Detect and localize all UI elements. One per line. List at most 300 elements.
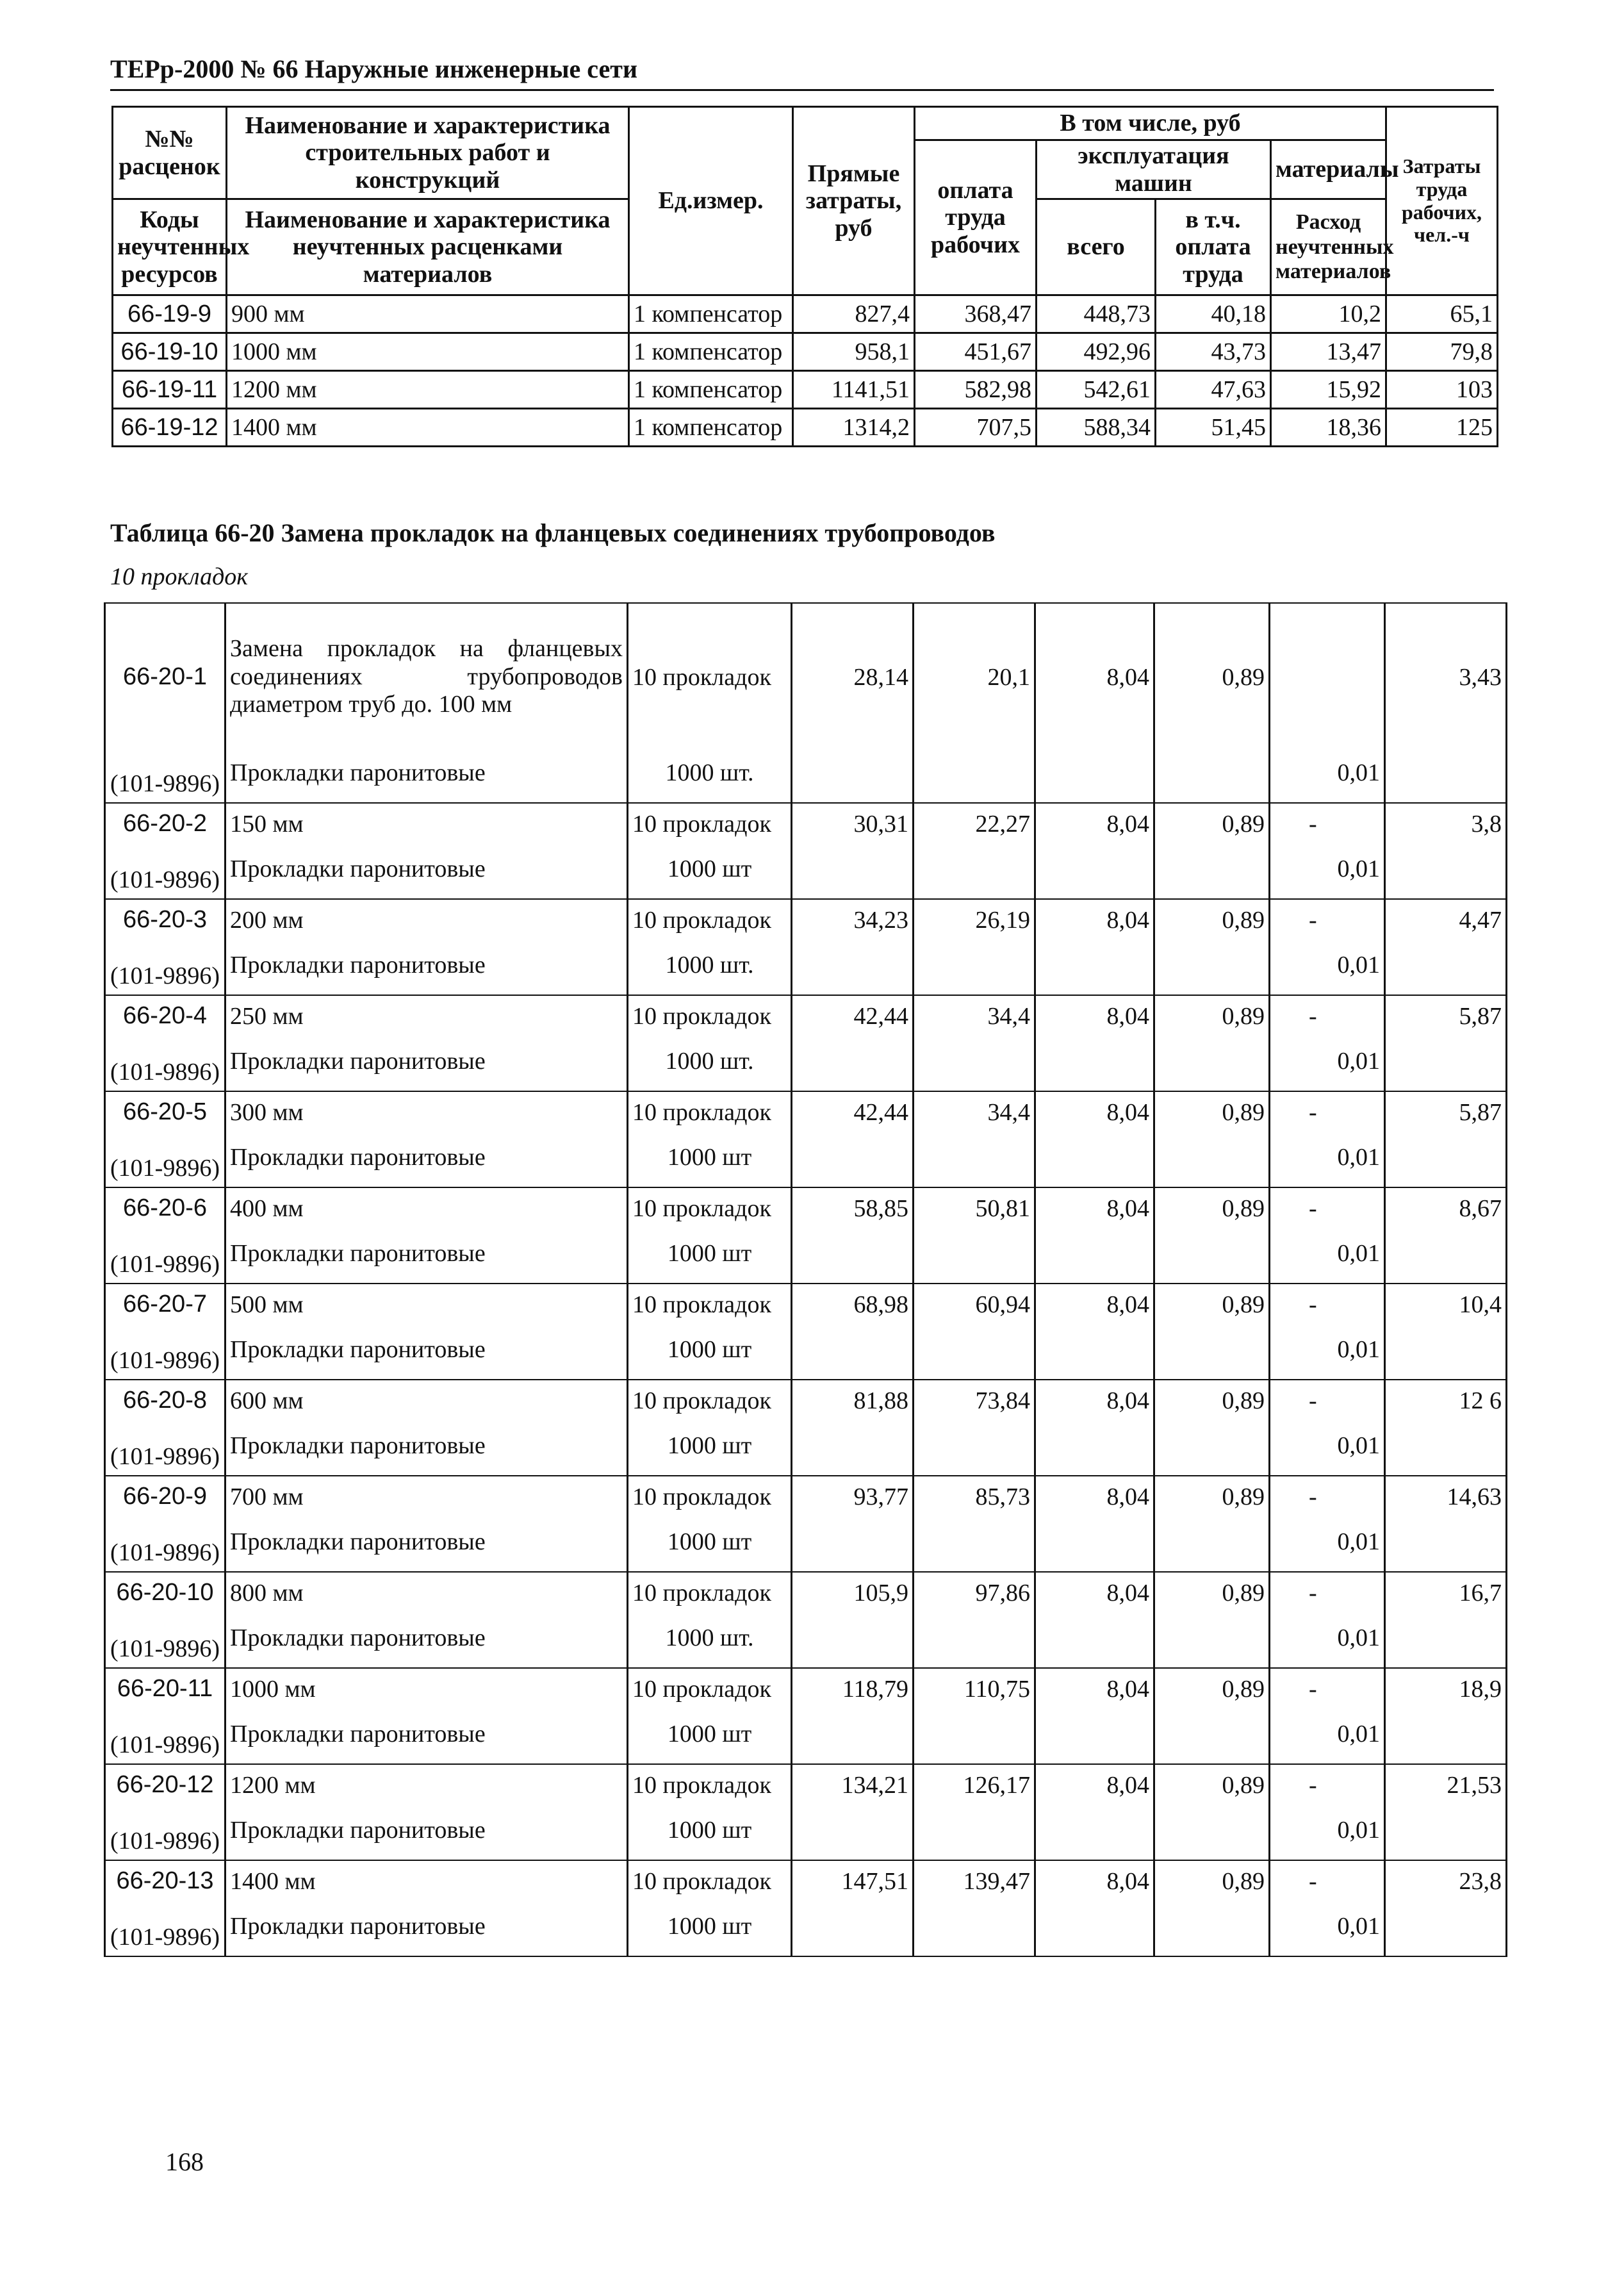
page-header: ТЕРр-2000 № 66 Наружные инженерные сети [110, 54, 1494, 91]
empty-cell [1154, 1226, 1270, 1284]
labor-pay: 20,1 [914, 603, 1035, 745]
unit: 10 прокладок [628, 1860, 792, 1899]
rate-code: 66-20-4 [105, 995, 226, 1034]
labor-hours: 79,8 [1386, 333, 1498, 371]
rate-code: 66-20-5 [105, 1091, 226, 1130]
materials: - [1270, 1572, 1385, 1610]
table-row [105, 1764, 1507, 1803]
resource-quantity: 0,01 [1270, 1322, 1385, 1380]
direct-costs: 42,44 [792, 1091, 914, 1130]
empty-cell [792, 1226, 914, 1284]
empty-cell [1035, 937, 1154, 995]
empty-cell [792, 1418, 914, 1476]
direct-costs: 827,4 [793, 295, 915, 333]
direct-costs: 34,23 [792, 899, 914, 937]
labor-pay: 73,84 [914, 1380, 1035, 1418]
work-name: 400 мм [226, 1187, 628, 1226]
unit: 10 прокладок [628, 803, 792, 841]
unit: 1 компенсатор [629, 409, 793, 447]
empty-cell [1154, 1418, 1270, 1476]
unit: 1 компенсатор [629, 295, 793, 333]
materials: - [1270, 995, 1385, 1034]
labor-pay: 368,47 [915, 295, 1037, 333]
materials: 18,36 [1271, 409, 1386, 447]
machines-total: 8,04 [1035, 1091, 1154, 1130]
work-name: Замена прокладок на фланцевых соединениях трубопроводов диаметром труб до. 100 мм [226, 603, 628, 745]
work-name: 300 мм [226, 1091, 628, 1130]
empty-cell [1154, 1899, 1270, 1956]
direct-costs: 42,44 [792, 995, 914, 1034]
table-title: Таблица 66-20 Замена прокладок на фланцевых соединениях трубопроводов [110, 518, 996, 547]
resource-quantity: 0,01 [1270, 937, 1385, 995]
resource-unit: 1000 шт [628, 1803, 792, 1860]
work-name: 700 мм [226, 1476, 628, 1514]
resource-quantity: 0,01 [1270, 1418, 1385, 1476]
machines-total: 448,73 [1037, 295, 1156, 333]
labor-pay: 707,5 [915, 409, 1037, 447]
resource-row [105, 1418, 1507, 1476]
empty-cell [914, 1034, 1035, 1091]
resource-code: (101-9896) [105, 1610, 226, 1668]
labor-hours: 12 6 [1385, 1380, 1507, 1418]
work-name: 150 мм [226, 803, 628, 841]
rate-code: 66-19-9 [113, 295, 227, 333]
work-name: 1400 мм [227, 409, 629, 447]
direct-costs: 30,31 [792, 803, 914, 841]
empty-cell [1385, 745, 1507, 803]
empty-cell [1385, 1514, 1507, 1572]
empty-cell [1385, 1226, 1507, 1284]
machines-labor: 0,89 [1154, 1476, 1270, 1514]
empty-cell [914, 1610, 1035, 1668]
resource-code: (101-9896) [105, 745, 226, 803]
rate-code: 66-19-11 [113, 371, 227, 409]
resource-name: Прокладки паронитовые [226, 841, 628, 899]
table-row [105, 1476, 1507, 1514]
machines-total: 8,04 [1035, 1187, 1154, 1226]
unit: 1 компенсатор [629, 333, 793, 371]
empty-cell [1035, 1322, 1154, 1380]
machines-total: 8,04 [1035, 899, 1154, 937]
empty-cell [1385, 1899, 1507, 1956]
labor-pay: 97,86 [914, 1572, 1035, 1610]
machines-labor: 0,89 [1154, 803, 1270, 841]
resource-row [105, 1226, 1507, 1284]
resource-row [105, 937, 1507, 995]
empty-cell [1035, 841, 1154, 899]
resource-unit: 1000 шт [628, 1226, 792, 1284]
work-name: 250 мм [226, 995, 628, 1034]
resource-quantity: 0,01 [1270, 1899, 1385, 1956]
direct-costs: 68,98 [792, 1284, 914, 1322]
resource-quantity: 0,01 [1270, 841, 1385, 899]
header-materials-use: Расход неучтенных материалов [1271, 199, 1386, 295]
table-row [105, 1572, 1507, 1610]
direct-costs: 93,77 [792, 1476, 914, 1514]
table-row [105, 603, 1507, 745]
labor-pay: 50,81 [914, 1187, 1035, 1226]
machines-total: 8,04 [1035, 1380, 1154, 1418]
resource-code: (101-9896) [105, 1034, 226, 1091]
rate-code: 66-20-13 [105, 1860, 226, 1899]
header-machines-labor: в т.ч. оплата труда [1156, 199, 1271, 295]
labor-hours: 5,87 [1385, 995, 1507, 1034]
empty-cell [914, 937, 1035, 995]
rate-code: 66-20-12 [105, 1764, 226, 1803]
resource-name: Прокладки паронитовые [226, 1803, 628, 1860]
machines-labor: 47,63 [1156, 371, 1271, 409]
header-including: В том числе, руб [915, 107, 1386, 140]
labor-hours: 23,8 [1385, 1860, 1507, 1899]
table-row [105, 1860, 1507, 1899]
machines-labor: 0,89 [1154, 995, 1270, 1034]
empty-cell [1154, 745, 1270, 803]
labor-pay: 26,19 [914, 899, 1035, 937]
unit: 10 прокладок [628, 1091, 792, 1130]
empty-cell [914, 1899, 1035, 1956]
empty-cell [1035, 1130, 1154, 1187]
labor-hours: 18,9 [1385, 1668, 1507, 1706]
machines-labor: 40,18 [1156, 295, 1271, 333]
machines-labor: 0,89 [1154, 1380, 1270, 1418]
resource-row [105, 1610, 1507, 1668]
work-name: 900 мм [227, 295, 629, 333]
header-name-bottom: Наименование и характеристика неучтенных расценками материалов [227, 199, 629, 295]
header-materials: материалы [1271, 140, 1386, 199]
resource-quantity: 0,01 [1270, 745, 1385, 803]
resource-name: Прокладки паронитовые [226, 1034, 628, 1091]
labor-pay: 126,17 [914, 1764, 1035, 1803]
labor-hours: 10,4 [1385, 1284, 1507, 1322]
direct-costs: 58,85 [792, 1187, 914, 1226]
resource-code: (101-9896) [105, 1226, 226, 1284]
empty-cell [1035, 745, 1154, 803]
labor-pay: 34,4 [914, 995, 1035, 1034]
empty-cell [1035, 1706, 1154, 1764]
empty-cell [1154, 841, 1270, 899]
empty-cell [1385, 937, 1507, 995]
labor-pay: 110,75 [914, 1668, 1035, 1706]
rate-code: 66-20-8 [105, 1380, 226, 1418]
resource-quantity: 0,01 [1270, 1130, 1385, 1187]
empty-cell [914, 1322, 1035, 1380]
labor-pay: 34,4 [914, 1091, 1035, 1130]
resource-name: Прокладки паронитовые [226, 1899, 628, 1956]
resource-name: Прокладки паронитовые [226, 1706, 628, 1764]
machines-total: 8,04 [1035, 1668, 1154, 1706]
resource-code: (101-9896) [105, 1130, 226, 1187]
rate-code: 66-20-1 [105, 603, 226, 745]
machines-total: 8,04 [1035, 1764, 1154, 1803]
table-row [113, 409, 1498, 447]
empty-cell [1035, 1899, 1154, 1956]
labor-hours: 21,53 [1385, 1764, 1507, 1803]
machines-labor: 0,89 [1154, 1764, 1270, 1803]
machines-total: 8,04 [1035, 1572, 1154, 1610]
empty-cell [1385, 1706, 1507, 1764]
unit: 10 прокладок [628, 1187, 792, 1226]
page-number: 168 [165, 2147, 204, 2176]
direct-costs: 958,1 [793, 333, 915, 371]
machines-labor: 0,89 [1154, 899, 1270, 937]
resource-code: (101-9896) [105, 841, 226, 899]
empty-cell [792, 1130, 914, 1187]
machines-total: 8,04 [1035, 1860, 1154, 1899]
empty-cell [914, 1706, 1035, 1764]
work-name: 1400 мм [226, 1860, 628, 1899]
resource-unit: 1000 шт [628, 1706, 792, 1764]
empty-cell [792, 745, 914, 803]
empty-cell [1154, 1803, 1270, 1860]
empty-cell [792, 1322, 914, 1380]
resource-code: (101-9896) [105, 1418, 226, 1476]
empty-cell [1154, 1514, 1270, 1572]
header-code-bottom: Коды неучтенных ресурсов [113, 199, 227, 295]
unit: 10 прокладок [628, 1284, 792, 1322]
resource-unit: 1000 шт [628, 1514, 792, 1572]
empty-cell [914, 1514, 1035, 1572]
materials: - [1270, 1380, 1385, 1418]
empty-cell [1385, 841, 1507, 899]
resource-quantity: 0,01 [1270, 1514, 1385, 1572]
empty-cell [1385, 1418, 1507, 1476]
machines-total: 8,04 [1035, 1476, 1154, 1514]
machines-labor: 0,89 [1154, 1572, 1270, 1610]
resource-row [105, 1803, 1507, 1860]
resource-name: Прокладки паронитовые [226, 745, 628, 803]
materials: 10,2 [1271, 295, 1386, 333]
machines-labor: 0,89 [1154, 1860, 1270, 1899]
empty-cell [792, 1610, 914, 1668]
unit: 10 прокладок [628, 1476, 792, 1514]
rate-code: 66-19-12 [113, 409, 227, 447]
labor-hours: 3,43 [1385, 603, 1507, 745]
materials: 15,92 [1271, 371, 1386, 409]
labor-pay: 22,27 [914, 803, 1035, 841]
header-machines-total: всего [1037, 199, 1156, 295]
header-labor-hours: Затраты труда рабочих, чел.-ч [1386, 107, 1498, 295]
resource-row [105, 1514, 1507, 1572]
materials: - [1270, 1764, 1385, 1803]
direct-costs: 118,79 [792, 1668, 914, 1706]
resource-unit: 1000 шт [628, 1899, 792, 1956]
materials: - [1270, 1476, 1385, 1514]
resource-name: Прокладки паронитовые [226, 1322, 628, 1380]
work-name: 1200 мм [226, 1764, 628, 1803]
work-name: 800 мм [226, 1572, 628, 1610]
resource-name: Прокладки паронитовые [226, 1514, 628, 1572]
table-row [105, 899, 1507, 937]
machines-total: 8,04 [1035, 995, 1154, 1034]
empty-cell [1385, 1803, 1507, 1860]
resource-unit: 1000 шт [628, 1418, 792, 1476]
rate-code: 66-20-7 [105, 1284, 226, 1322]
empty-cell [1035, 1034, 1154, 1091]
rate-code: 66-20-3 [105, 899, 226, 937]
work-name: 200 мм [226, 899, 628, 937]
labor-pay: 451,67 [915, 333, 1037, 371]
resource-quantity: 0,01 [1270, 1803, 1385, 1860]
resource-unit: 1000 шт [628, 1322, 792, 1380]
empty-cell [1154, 1322, 1270, 1380]
labor-hours: 4,47 [1385, 899, 1507, 937]
empty-cell [1154, 1610, 1270, 1668]
resource-unit: 1000 шт. [628, 1610, 792, 1668]
resource-unit: 1000 шт [628, 841, 792, 899]
empty-cell [1154, 1130, 1270, 1187]
header-unit: Ед.измер. [629, 107, 793, 295]
materials: - [1270, 1284, 1385, 1322]
table-row [113, 295, 1498, 333]
materials: - [1270, 1091, 1385, 1130]
empty-cell [1035, 1514, 1154, 1572]
resource-unit: 1000 шт. [628, 937, 792, 995]
empty-cell [1385, 1610, 1507, 1668]
machines-total: 8,04 [1035, 803, 1154, 841]
header-code-top: №№ расценок [113, 107, 227, 199]
work-name: 1200 мм [227, 371, 629, 409]
labor-hours: 3,8 [1385, 803, 1507, 841]
rate-code: 66-20-10 [105, 1572, 226, 1610]
empty-cell [1154, 1706, 1270, 1764]
labor-pay: 85,73 [914, 1476, 1035, 1514]
empty-cell [914, 745, 1035, 803]
resource-row [105, 1322, 1507, 1380]
empty-cell [914, 1418, 1035, 1476]
empty-cell [914, 1226, 1035, 1284]
empty-cell [792, 1514, 914, 1572]
resource-row [105, 1034, 1507, 1091]
rate-code: 66-20-11 [105, 1668, 226, 1706]
materials: - [1270, 803, 1385, 841]
empty-cell [1035, 1803, 1154, 1860]
empty-cell [792, 841, 914, 899]
machines-total: 588,34 [1037, 409, 1156, 447]
unit: 10 прокладок [628, 1668, 792, 1706]
table-unit-note: 10 прокладок [110, 563, 249, 590]
direct-costs: 134,21 [792, 1764, 914, 1803]
rates-table-66-19 [111, 106, 1498, 447]
unit: 10 прокладок [628, 603, 792, 745]
resource-name: Прокладки паронитовые [226, 1418, 628, 1476]
direct-costs: 28,14 [792, 603, 914, 745]
rate-code: 66-20-9 [105, 1476, 226, 1514]
labor-pay: 582,98 [915, 371, 1037, 409]
work-name: 600 мм [226, 1380, 628, 1418]
empty-cell [914, 1130, 1035, 1187]
machines-total: 8,04 [1035, 603, 1154, 745]
empty-cell [914, 841, 1035, 899]
resource-row [105, 1899, 1507, 1956]
machines-labor: 51,45 [1156, 409, 1271, 447]
resource-row [105, 1130, 1507, 1187]
table-row [113, 371, 1498, 409]
work-name: 1000 мм [227, 333, 629, 371]
materials: 13,47 [1271, 333, 1386, 371]
table-row [105, 1187, 1507, 1226]
table-row [105, 1091, 1507, 1130]
machines-labor: 0,89 [1154, 1668, 1270, 1706]
rate-code: 66-19-10 [113, 333, 227, 371]
work-name: 500 мм [226, 1284, 628, 1322]
empty-cell [792, 1803, 914, 1860]
resource-name: Прокладки паронитовые [226, 1226, 628, 1284]
materials [1270, 603, 1385, 745]
labor-hours: 103 [1386, 371, 1498, 409]
materials: - [1270, 1187, 1385, 1226]
resource-quantity: 0,01 [1270, 1610, 1385, 1668]
resource-quantity: 0,01 [1270, 1034, 1385, 1091]
direct-costs: 1314,2 [793, 409, 915, 447]
resource-code: (101-9896) [105, 1322, 226, 1380]
empty-cell [792, 937, 914, 995]
unit: 10 прокладок [628, 995, 792, 1034]
direct-costs: 105,9 [792, 1572, 914, 1610]
machines-total: 542,61 [1037, 371, 1156, 409]
empty-cell [1385, 1322, 1507, 1380]
labor-hours: 125 [1386, 409, 1498, 447]
empty-cell [792, 1706, 914, 1764]
resource-unit: 1000 шт [628, 1130, 792, 1187]
empty-cell [1385, 1130, 1507, 1187]
table-row [105, 995, 1507, 1034]
labor-hours: 65,1 [1386, 295, 1498, 333]
resource-code: (101-9896) [105, 1706, 226, 1764]
resource-name: Прокладки паронитовые [226, 1610, 628, 1668]
table-row [113, 333, 1498, 371]
machines-labor: 0,89 [1154, 603, 1270, 745]
work-name: 1000 мм [226, 1668, 628, 1706]
labor-pay: 139,47 [914, 1860, 1035, 1899]
empty-cell [1035, 1226, 1154, 1284]
resource-row [105, 1706, 1507, 1764]
materials: - [1270, 1860, 1385, 1899]
table-row [105, 1668, 1507, 1706]
labor-pay: 60,94 [914, 1284, 1035, 1322]
unit: 10 прокладок [628, 899, 792, 937]
empty-cell [1154, 1034, 1270, 1091]
resource-code: (101-9896) [105, 1803, 226, 1860]
empty-cell [1385, 1034, 1507, 1091]
labor-hours: 14,63 [1385, 1476, 1507, 1514]
direct-costs: 81,88 [792, 1380, 914, 1418]
resource-quantity: 0,01 [1270, 1226, 1385, 1284]
labor-hours: 16,7 [1385, 1572, 1507, 1610]
table-row [105, 803, 1507, 841]
resource-code: (101-9896) [105, 1899, 226, 1956]
machines-labor: 0,89 [1154, 1284, 1270, 1322]
header-labor-pay: оплата труда рабочих [915, 140, 1037, 295]
rates-table-66-20 [104, 602, 1507, 1957]
machines-labor: 43,73 [1156, 333, 1271, 371]
unit: 10 прокладок [628, 1380, 792, 1418]
unit: 10 прокладок [628, 1572, 792, 1610]
header-machines: эксплуатация машин [1037, 140, 1271, 199]
empty-cell [792, 1899, 914, 1956]
machines-labor: 0,89 [1154, 1187, 1270, 1226]
labor-hours: 5,87 [1385, 1091, 1507, 1130]
rate-code: 66-20-6 [105, 1187, 226, 1226]
machines-total: 8,04 [1035, 1284, 1154, 1322]
materials: - [1270, 899, 1385, 937]
empty-cell [1035, 1418, 1154, 1476]
resource-name: Прокладки паронитовые [226, 1130, 628, 1187]
resource-unit: 1000 шт. [628, 745, 792, 803]
empty-cell [1154, 937, 1270, 995]
empty-cell [914, 1803, 1035, 1860]
machines-labor: 0,89 [1154, 1091, 1270, 1130]
empty-cell [792, 1034, 914, 1091]
